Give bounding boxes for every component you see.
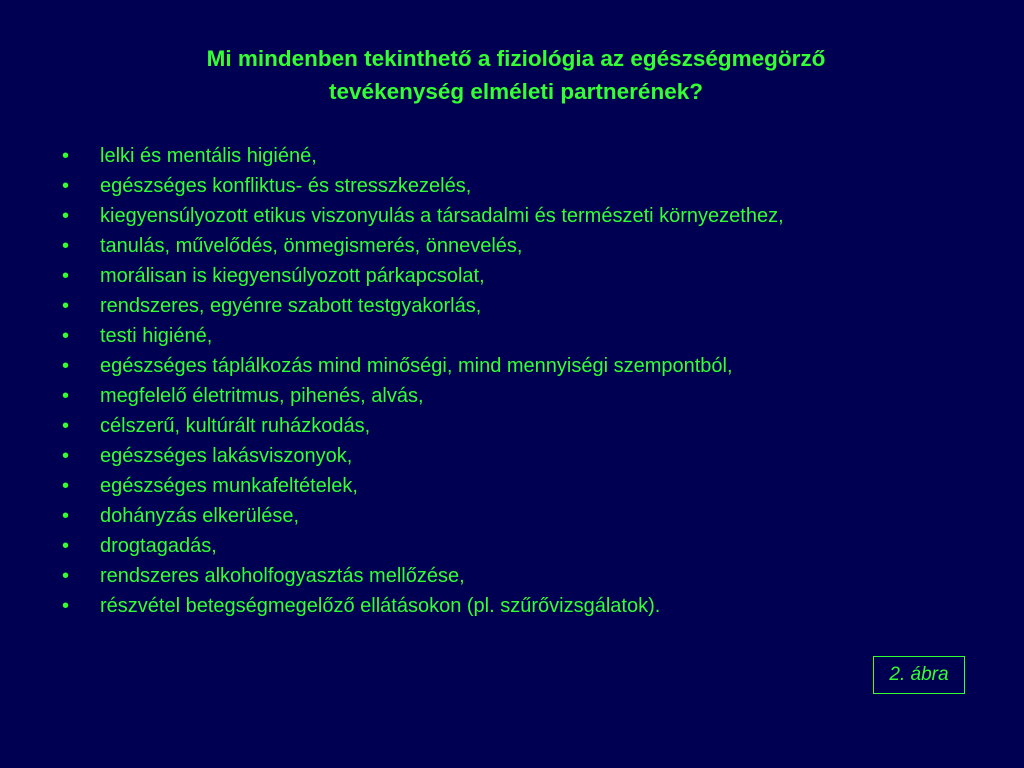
bullet-icon: • — [62, 235, 70, 257]
list-item — [60, 172, 960, 202]
list-item-text: tanulás, művelődés, önmegismerés, önnevelés, — [100, 235, 523, 257]
bullet-icon: • — [62, 535, 70, 557]
bullet-icon: • — [62, 355, 70, 377]
list-item-text: megfelelő életritmus, pihenés, alvás, — [100, 385, 424, 407]
list-item-text: rendszeres alkoholfogyasztás mellőzése, — [100, 565, 465, 587]
list-item — [60, 442, 960, 472]
list-item — [60, 382, 960, 412]
list-item — [60, 472, 960, 502]
list-item-text: morálisan is kiegyensúlyozott párkapcsolat, — [100, 265, 485, 287]
bullet-icon: • — [62, 175, 70, 197]
list-item — [60, 202, 960, 232]
list-item — [60, 412, 960, 442]
slide-title-line-1: Mi mindenben tekinthető a fiziológia az egészségmegörző — [206, 46, 826, 71]
list-item — [60, 532, 960, 562]
bullet-icon: • — [62, 325, 70, 347]
slide-title — [90, 42, 942, 108]
bullet-list — [60, 142, 960, 622]
bullet-icon: • — [62, 145, 70, 167]
list-item — [60, 262, 960, 292]
list-item-text: testi higiéné, — [100, 325, 213, 347]
bullet-icon: • — [62, 295, 70, 317]
list-item — [60, 352, 960, 382]
list-item-text: egészséges konfliktus- és stresszkezelés, — [100, 175, 472, 197]
list-item-text: egészséges munkafeltételek, — [100, 475, 358, 497]
list-item-text: részvétel betegségmegelőző ellátásokon (pl. szűrővizsgálatok). — [100, 595, 661, 617]
bullet-icon: • — [62, 505, 70, 527]
bullet-icon: • — [62, 445, 70, 467]
list-item-text: rendszeres, egyénre szabott testgyakorlás, — [100, 295, 482, 317]
figure-label: 2. ábra — [873, 656, 965, 694]
list-item-text: célszerű, kultúrált ruházkodás, — [100, 415, 371, 437]
list-item — [60, 232, 960, 262]
list-item-text: drogtagadás, — [100, 535, 217, 557]
bullet-icon: • — [62, 385, 70, 407]
bullet-icon: • — [62, 595, 70, 617]
list-item-text: lelki és mentális higiéné, — [100, 145, 317, 167]
list-item — [60, 292, 960, 322]
list-item — [60, 592, 960, 622]
bullet-icon: • — [62, 475, 70, 497]
list-item — [60, 322, 960, 352]
list-item — [60, 562, 960, 592]
bullet-icon: • — [62, 205, 70, 227]
bullet-icon: • — [62, 565, 70, 587]
bullet-icon: • — [62, 415, 70, 437]
list-item-text: egészséges táplálkozás mind minőségi, mind mennyiségi szempontból, — [100, 355, 733, 377]
slide-title-line-2: tevékenység elméleti partnerének? — [329, 79, 703, 104]
list-item-text: dohányzás elkerülése, — [100, 505, 300, 527]
list-item-text: kiegyensúlyozott etikus viszonyulás a társadalmi és természeti környezethez, — [100, 205, 784, 227]
bullet-icon: • — [62, 265, 70, 287]
list-item — [60, 502, 960, 532]
list-item — [60, 142, 960, 172]
list-item-text: egészséges lakásviszonyok, — [100, 445, 353, 467]
